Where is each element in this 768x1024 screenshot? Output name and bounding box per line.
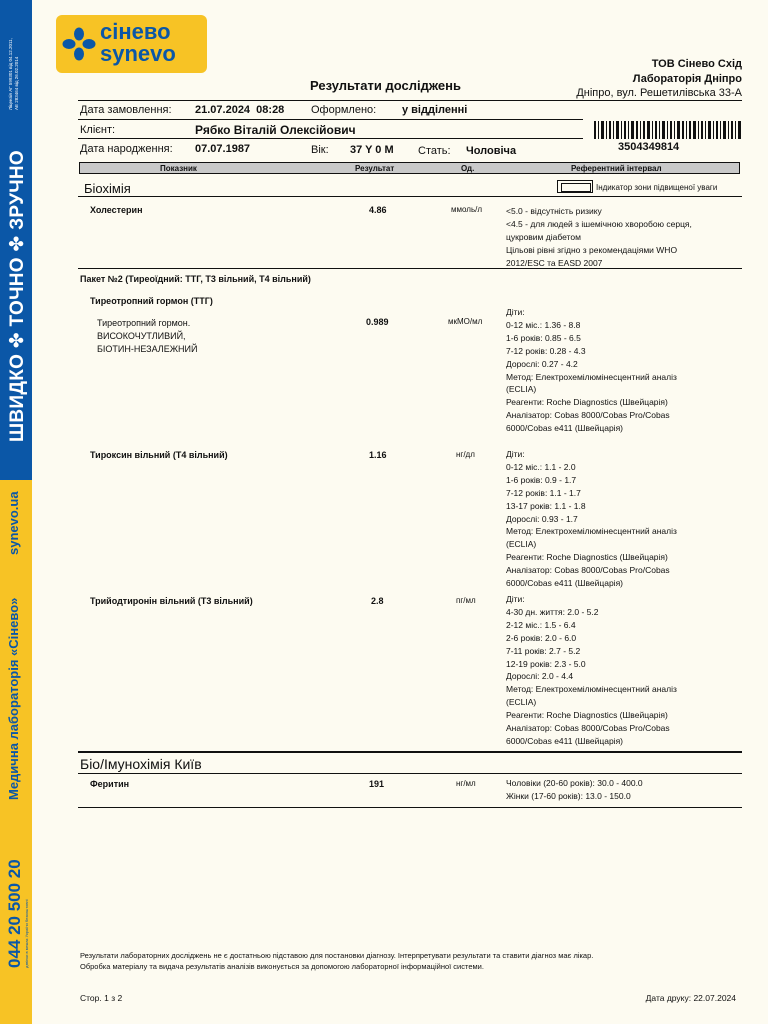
flower-logo-icon bbox=[62, 27, 96, 61]
reference-t3 bbox=[506, 593, 706, 748]
divider bbox=[78, 196, 742, 197]
section-biochemistry: Біохімія bbox=[84, 181, 131, 196]
col-unit: Од. bbox=[461, 164, 475, 173]
reference-line: Цільові рівні згідно з рекомендаціями WHO bbox=[506, 244, 678, 255]
reference-line: Діти: bbox=[506, 594, 525, 604]
license-line: АЕ 283464 від 26.02.2014 bbox=[14, 56, 19, 110]
result-cholesterol: 4.86 bbox=[369, 205, 387, 215]
print-date: Дата друку: 22.07.2024 bbox=[645, 993, 736, 1003]
reference-line: 12-19 років: 2.3 - 5.0 bbox=[506, 658, 586, 669]
company-address: Дніпро, вул. Решетилівська 33-А bbox=[576, 87, 742, 99]
reference-line: 6000/Cobas e411 (Швейцарія) bbox=[506, 578, 624, 589]
result-ferritin: 191 bbox=[369, 779, 385, 789]
unit-t4: нг/дл bbox=[456, 450, 475, 459]
reference-line: 0-12 міс.: 1.36 - 8.8 bbox=[506, 319, 581, 330]
attention-indicator-icon bbox=[557, 180, 593, 193]
reference-line: Аналізатор: Cobas 8000/Cobas Pro/Cobas bbox=[506, 723, 670, 734]
phone-number: 044 20 500 20 bbox=[5, 859, 24, 968]
unit-ferritin: нг/мл bbox=[456, 779, 476, 788]
reference-line: 4-30 дн. життя: 2.0 - 5.2 bbox=[506, 606, 599, 617]
reference-line: Реагенти: Roche Diagnostics (Швейцарія) bbox=[506, 552, 668, 563]
reference-line: 6000/Cobas e411 (Швейцарія) bbox=[506, 735, 624, 746]
license-line: Ліцензія АГ 599301 від 04.12.2011, bbox=[8, 38, 13, 110]
birth-value: 07.07.1987 bbox=[195, 143, 251, 155]
phone-note: дзвінки в межах України безкоштовні bbox=[24, 899, 29, 968]
reference-line: (ECLIA) bbox=[506, 539, 537, 550]
reference-tsh bbox=[506, 306, 706, 435]
reference-line: 7-12 років: 0.28 - 4.3 bbox=[506, 345, 586, 356]
lab-name: Лабораторія Дніпро bbox=[632, 73, 742, 85]
age-value: 37 Y 0 M bbox=[350, 144, 394, 156]
order-date-label: Дата замовлення: bbox=[80, 104, 172, 116]
test-name-line: Тиреотропний гормон. bbox=[97, 318, 191, 328]
test-name-cholesterol: Холестерин bbox=[90, 205, 143, 215]
test-name-t3: Трийодтиронін вільний (Т3 вільний) bbox=[90, 596, 253, 606]
client-name: Рябко Віталій Олексійович bbox=[195, 123, 356, 137]
logo-text-ua: сінево bbox=[100, 19, 171, 44]
reference-line: (ECLIA) bbox=[506, 384, 537, 395]
footer-lis-note: Обробка матеріалу та видача результатів аналізів виконується за допомогою лабораторної інформаційної системи. bbox=[80, 962, 484, 971]
attention-legend: Індикатор зони підвищеної уваги bbox=[596, 183, 718, 192]
reference-line: Діти: bbox=[506, 449, 525, 459]
reference-line: (ECLIA) bbox=[506, 697, 537, 708]
reference-line: 1-6 років: 0.85 - 6.5 bbox=[506, 332, 581, 343]
sex-value: Чоловіча bbox=[466, 145, 517, 157]
test-name-tsh bbox=[97, 317, 197, 356]
section-immunochemistry: Біо/Імунохімія Київ bbox=[80, 756, 202, 772]
reference-ferritin bbox=[506, 777, 706, 803]
reference-cholesterol bbox=[506, 205, 706, 270]
col-reference: Референтний інтервал bbox=[571, 164, 662, 173]
reference-line: 6000/Cobas e411 (Швейцарія) bbox=[506, 423, 624, 434]
divider bbox=[78, 100, 742, 101]
lab-brand-name: Медична лабораторія «Сінево» bbox=[6, 597, 21, 800]
result-t4: 1.16 bbox=[369, 450, 387, 460]
test-name-ferritin: Феритин bbox=[90, 779, 130, 789]
divider bbox=[78, 268, 742, 269]
package-title: Пакет №2 (Тиреоїдний: ТТГ, Т3 вільний, Т4 вільний) bbox=[80, 274, 311, 284]
reference-line: Чоловіки (20-60 років): 30.0 - 400.0 bbox=[506, 778, 643, 788]
table-header bbox=[79, 162, 740, 174]
license-text bbox=[8, 38, 20, 110]
slogan: ШВИДКО ✤ ТОЧНО ✤ ЗРУЧНО bbox=[7, 150, 28, 442]
sex-label: Стать: bbox=[418, 145, 451, 157]
company-name: ТОВ Сінево Схід bbox=[651, 58, 742, 70]
barcode-icon bbox=[594, 121, 742, 139]
reference-line: Аналізатор: Cobas 8000/Cobas Pro/Cobas bbox=[506, 565, 670, 576]
divider bbox=[78, 119, 583, 120]
barcode-number: 3504349814 bbox=[618, 141, 680, 153]
issued-value: у відділенні bbox=[402, 104, 468, 116]
reference-line: Дорослі: 0.27 - 4.2 bbox=[506, 358, 578, 369]
test-name-t4: Тироксин вільний (Т4 вільний) bbox=[90, 450, 228, 460]
page-title: Результати досліджень bbox=[310, 78, 461, 93]
reference-line: Реагенти: Roche Diagnostics (Швейцарія) bbox=[506, 710, 668, 721]
reference-line: 0-12 міс.: 1.1 - 2.0 bbox=[506, 461, 576, 472]
reference-line: 2-12 міс.: 1.5 - 6.4 bbox=[506, 619, 576, 630]
page-number: Стор. 1 з 2 bbox=[80, 993, 123, 1003]
birth-label: Дата народження: bbox=[80, 143, 173, 155]
unit-t3: пг/мл bbox=[456, 596, 476, 605]
reference-line: Метод: Електрохемілюмінесцентний аналіз bbox=[506, 684, 677, 695]
tsh-group-title: Тиреотропний гормон (ТТГ) bbox=[90, 296, 213, 306]
reference-line: 2-6 років: 2.0 - 6.0 bbox=[506, 632, 577, 643]
reference-line: 7-11 років: 2.7 - 5.2 bbox=[506, 645, 581, 656]
section-divider bbox=[78, 751, 742, 753]
result-tsh: 0.989 bbox=[366, 317, 389, 327]
test-name-line: ВИСОКОЧУТЛИВИЙ, bbox=[97, 331, 186, 341]
reference-line: Дорослі: 2.0 - 4.4 bbox=[506, 671, 574, 682]
reference-line: Метод: Електрохемілюмінесцентний аналіз bbox=[506, 371, 677, 382]
footer-disclaimer: Результати лабораторних досліджень не є достатньою підставою для постановки діагнозу. Інтерпретувати результати та ставити діагноз має лікар. bbox=[80, 951, 594, 960]
order-date-value: 21.07.2024 08:28 bbox=[195, 104, 285, 116]
reference-line: цукровим діабетом bbox=[506, 231, 581, 242]
unit-tsh: мкМО/мл bbox=[448, 317, 483, 326]
col-indicator: Показник bbox=[160, 164, 197, 173]
synevo-logo bbox=[56, 15, 207, 73]
age-label: Вік: bbox=[311, 144, 329, 156]
result-t3: 2.8 bbox=[371, 596, 384, 606]
reference-t4 bbox=[506, 448, 706, 590]
col-result: Результат bbox=[355, 164, 395, 173]
logo-text-en: synevo bbox=[100, 41, 176, 66]
reference-line: Жінки (17-60 років): 13.0 - 150.0 bbox=[506, 790, 631, 801]
reference-line: 13-17 років: 1.1 - 1.8 bbox=[506, 500, 586, 511]
divider bbox=[78, 773, 742, 774]
reference-line: Реагенти: Roche Diagnostics (Швейцарія) bbox=[506, 397, 668, 408]
reference-line: <4.5 - для людей з ішемічною хворобою серця, bbox=[506, 218, 692, 229]
reference-line: Метод: Електрохемілюмінесцентний аналіз bbox=[506, 526, 677, 537]
reference-line: Аналізатор: Cobas 8000/Cobas Pro/Cobas bbox=[506, 410, 670, 421]
client-label: Клієнт: bbox=[80, 124, 116, 136]
reference-line: 7-12 років: 1.1 - 1.7 bbox=[506, 487, 581, 498]
reference-line: <5.0 - відсутність ризику bbox=[506, 206, 602, 216]
site-url: synevo.ua bbox=[6, 491, 21, 555]
reference-line: 1-6 років: 0.9 - 1.7 bbox=[506, 474, 577, 485]
issued-label: Оформлено: bbox=[311, 104, 377, 116]
unit-cholesterol: ммоль/л bbox=[451, 205, 482, 214]
reference-line: Дорослі: 0.93 - 1.7 bbox=[506, 513, 578, 524]
divider bbox=[78, 138, 583, 139]
test-name-line: БІОТИН-НЕЗАЛЕЖНИЙ bbox=[97, 344, 198, 354]
reference-line: 2012/ESC та EASD 2007 bbox=[506, 257, 603, 268]
reference-line: Діти: bbox=[506, 307, 525, 317]
divider bbox=[78, 807, 742, 808]
